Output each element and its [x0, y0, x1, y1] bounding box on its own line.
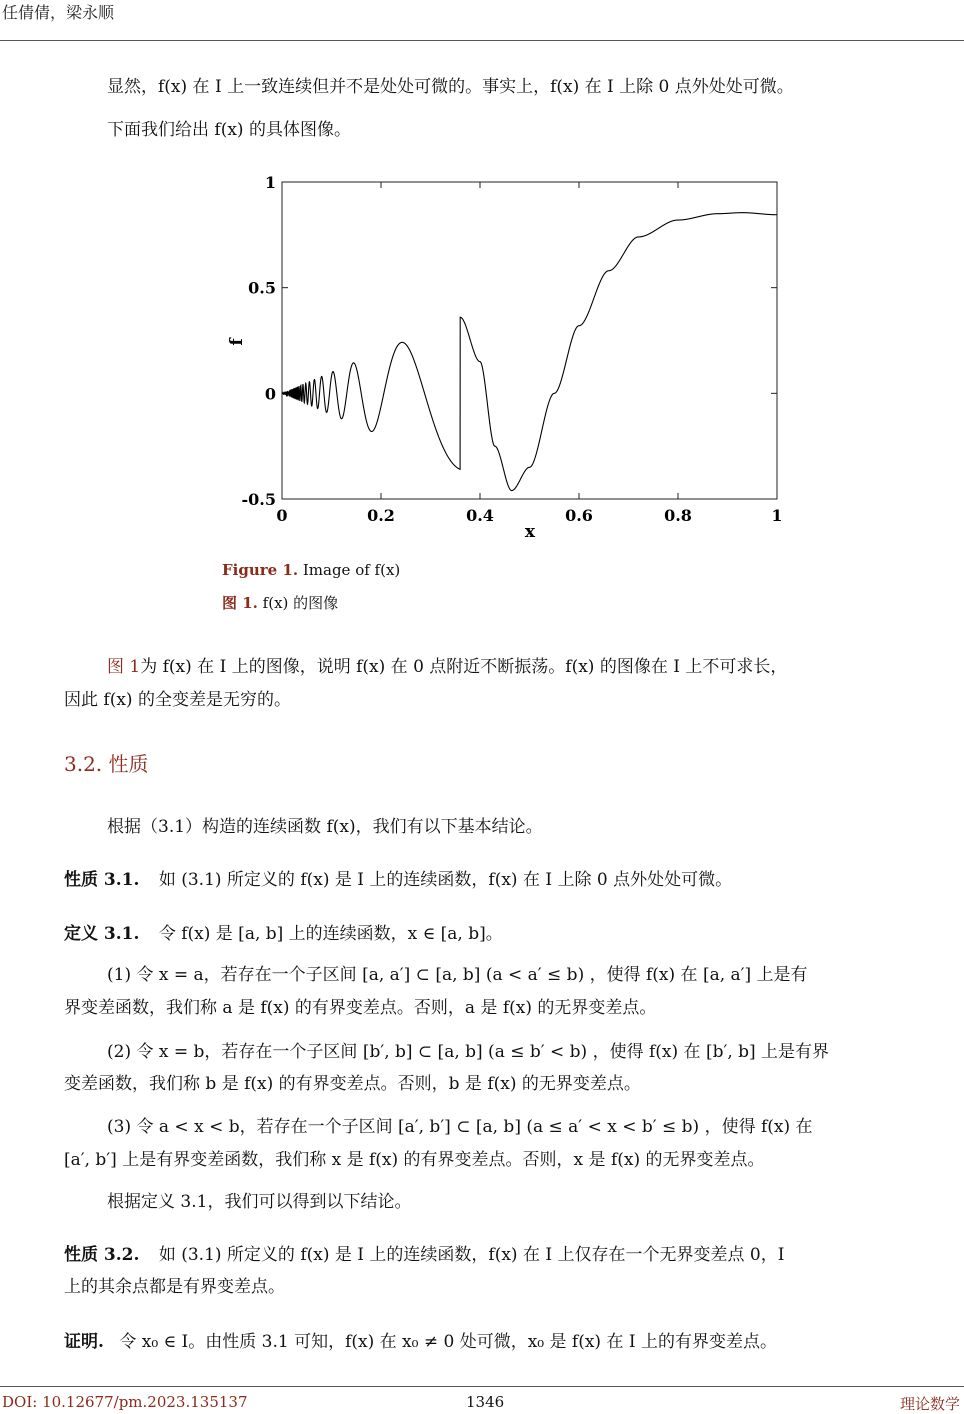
- y-tick-label: 0: [264, 384, 276, 404]
- footer-page-number: 1346: [466, 1393, 505, 1411]
- proof: [64, 1330, 777, 1354]
- x-axis-label: x: [524, 522, 536, 542]
- footer-journal: 理论数学: [899, 1395, 960, 1413]
- plot-frame: [282, 182, 777, 499]
- caption-zh: [222, 592, 338, 613]
- axis-ticks: [282, 182, 777, 499]
- property-3-1-label: 性质 3.1.: [64, 870, 140, 890]
- x-tick-label: 0.2: [367, 506, 395, 525]
- y-tick-label: 0.5: [248, 278, 276, 298]
- property-3-2-label: 性质 3.2.: [64, 1245, 140, 1265]
- def-item-3-line-1: (3) 令 a < x < b，若存在一个子区间 [a′, b′] ⊂ [a, b] (a ≤ a′ < x < b′ ≤ b) ，使得 f(x) 在: [107, 1117, 813, 1137]
- x-tick-label: 0.6: [565, 506, 593, 525]
- caption-en-text: Image of f(x): [302, 561, 401, 579]
- para-3: 根据定义 3.1，我们可以得到以下结论。: [107, 1192, 412, 1212]
- y-tick-label: -0.5: [241, 490, 276, 509]
- section-title: 3.2. 性质: [64, 752, 149, 776]
- para-1-line-1-text: 为 f(x) 在 I 上的图像，说明 f(x) 在 0 点附近不断振荡。f(x) 的图像在 I 上不可求长，: [140, 657, 788, 677]
- para-2: 根据（3.1）构造的连续函数 f(x)，我们有以下基本结论。: [107, 817, 543, 837]
- property-3-2-text: 如 (3.1) 所定义的 f(x) 是 I 上的连续函数，f(x) 在 I 上仅存在一个无界变差点 0，I: [158, 1245, 785, 1265]
- tick-labels: [242, 173, 783, 525]
- footer-rule: [0, 1386, 964, 1387]
- y-axis-label: f: [227, 338, 247, 346]
- property-3-1-text: 如 (3.1) 所定义的 f(x) 是 I 上的连续函数，f(x) 在 I 上除 0 点外处处可微。: [158, 870, 733, 890]
- figure-chart: [220, 170, 800, 550]
- header-rule: [0, 40, 964, 41]
- x-tick-label: 1: [771, 506, 783, 525]
- x-tick-label: 0: [276, 506, 288, 525]
- caption-en: [222, 561, 400, 579]
- definition-3-1-label: 定义 3.1.: [64, 924, 140, 944]
- figure-link[interactable]: 图 1: [107, 657, 141, 677]
- series-line-fx: [282, 213, 777, 491]
- def-item-1-line-2: 界变差函数，我们称 a 是 f(x) 的有界变差点。否则，a 是 f(x) 的无界变差点。: [64, 998, 657, 1018]
- caption-zh-label: 图 1.: [222, 594, 258, 612]
- def-item-2-line-1: (2) 令 x = b，若存在一个子区间 [b′, b] ⊂ [a, b] (a ≤ b′ < b) ，使得 f(x) 在 [b′, b] 上是有界: [107, 1042, 830, 1062]
- x-tick-label: 0.8: [664, 506, 692, 525]
- definition-3-1: [64, 922, 503, 946]
- intro-line-1: 显然，f(x) 在 I 上一致连续但并不是处处可微的。事实上，f(x) 在 I 上除 0 点外处处可微。: [107, 77, 794, 97]
- property-3-1: [64, 868, 732, 892]
- intro-line-2: 下面我们给出 f(x) 的具体图像。: [107, 120, 351, 140]
- property-3-2-line-1: [64, 1243, 784, 1267]
- header-authors: 任倩倩，梁永顺: [2, 3, 115, 22]
- def-item-2-line-2: 变差函数，我们称 b 是 f(x) 的有界变差点。否则，b 是 f(x) 的无界变差点。: [64, 1074, 641, 1094]
- definition-3-1-text: 令 f(x) 是 [a, b] 上的连续函数，x ∈ [a, b]。: [158, 924, 503, 944]
- proof-text: 令 x₀ ∈ I。由性质 3.1 可知，f(x) 在 x₀ ≠ 0 处可微，x₀ 是 f(x) 在 I 上的有界变差点。: [119, 1332, 777, 1352]
- def-item-3-line-2: [a′, b′] 上是有界变差函数，我们称 x 是 f(x) 的有界变差点。否则，x 是 f(x) 的无界变差点。: [64, 1150, 765, 1170]
- footer-doi[interactable]: DOI: 10.12677/pm.2023.135137: [2, 1393, 248, 1411]
- x-tick-label: 0.4: [466, 506, 494, 525]
- y-tick-label: 1: [264, 173, 276, 192]
- caption-zh-text: f(x) 的图像: [262, 594, 339, 612]
- def-item-1-line-1: (1) 令 x = a，若存在一个子区间 [a, a′] ⊂ [a, b] (a < a′ ≤ b) ，使得 f(x) 在 [a, a′] 上是有: [107, 965, 808, 985]
- proof-label: 证明.: [64, 1332, 104, 1352]
- para-1-line-1: [107, 655, 787, 679]
- property-3-2-line-2: 上的其余点都是有界变差点。: [64, 1277, 285, 1297]
- para-1-line-2: 因此 f(x) 的全变差是无穷的。: [64, 690, 291, 710]
- caption-en-label: Figure 1.: [222, 561, 299, 579]
